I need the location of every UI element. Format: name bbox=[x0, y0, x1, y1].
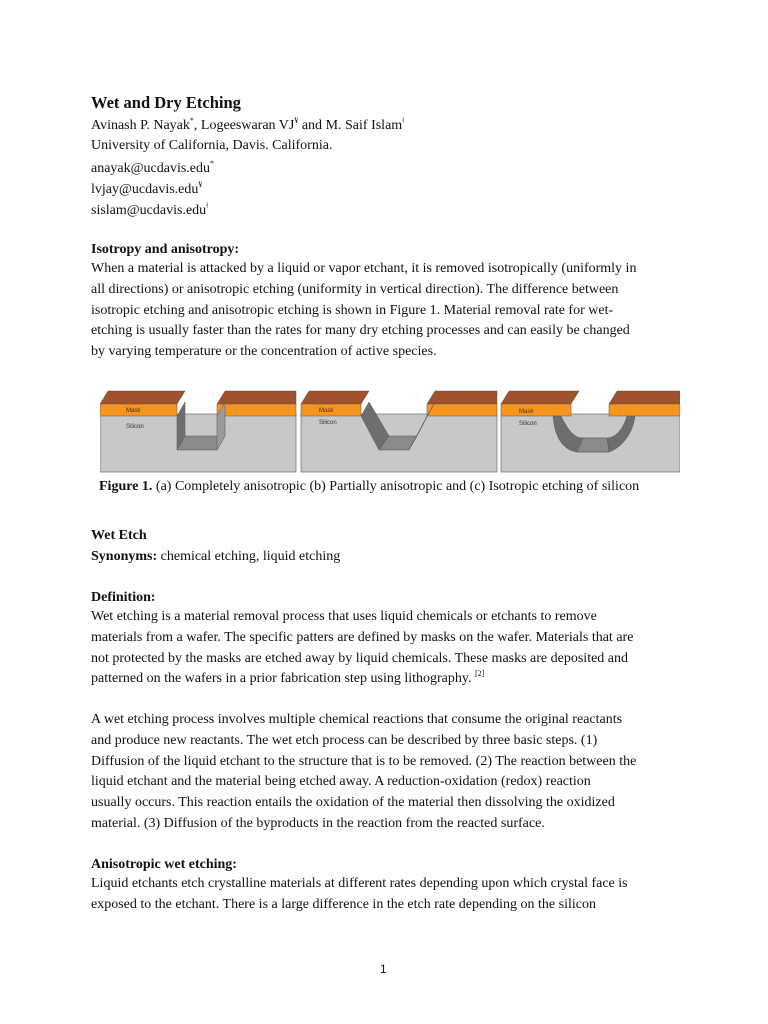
mask-layer bbox=[217, 404, 296, 416]
author-mark: * bbox=[189, 116, 194, 125]
silicon-label: Silicon bbox=[126, 424, 144, 430]
text-line: isotropic etching and anisotropic etching is shown in Figure 1. Material removal rate for wet- bbox=[91, 302, 614, 318]
author-separator: and bbox=[298, 118, 326, 133]
mask-label: Mask bbox=[519, 409, 534, 415]
text-line: exposed to the etchant. There is a large difference in the etch rate depending on the silicon bbox=[91, 896, 596, 912]
author-name: Logeeswaran VJ bbox=[200, 118, 295, 133]
text-line: When a material is attacked by a liquid or vapor etchant, it is removed isotropically (uniformly in bbox=[91, 261, 637, 276]
silicon-label: Silicon bbox=[519, 421, 537, 427]
mask-layer bbox=[427, 404, 497, 416]
text-line: liquid etchant and the material being etched away. A reduction-oxidation (redox) reaction bbox=[91, 774, 591, 790]
affiliation: University of California, Davis. California. bbox=[91, 138, 333, 153]
text-line: materials from a wafer. The specific patters are defined by masks on the wafer. Materials that are bbox=[91, 629, 634, 645]
paragraph-anisotropic bbox=[91, 874, 683, 916]
author-name: Avinash P. Nayak bbox=[91, 118, 190, 133]
email-address[interactable]: anayak@ucdavis.edu bbox=[91, 161, 211, 176]
heading-text: Wet Etch bbox=[91, 528, 147, 543]
email-mark: ǂ bbox=[206, 201, 209, 210]
section-heading-isotropy: Isotropy and anisotropy: bbox=[91, 242, 240, 257]
synonyms-line bbox=[91, 550, 340, 564]
mask-top bbox=[217, 391, 296, 404]
text-line: not protected by the masks are etched away by liquid chemicals. These masks are deposited and bbox=[91, 650, 629, 666]
text-line: etching is usually faster than the rates for many dry etching processes and can easily be changed bbox=[91, 323, 630, 339]
text-line: Diffusion of the liquid etchant to the structure that is to be removed. (2) The reaction between the bbox=[91, 753, 637, 769]
mask-label: Mask bbox=[319, 408, 334, 414]
reference-mark[interactable]: [2] bbox=[474, 669, 485, 679]
figure-caption bbox=[99, 479, 639, 495]
mask-top bbox=[427, 391, 497, 404]
caption-text: (a) Completely anisotropic (b) Partially anisotropic and (c) Isotropic etching of silicon bbox=[152, 479, 640, 494]
panel-partially-anisotropic bbox=[301, 391, 497, 472]
mask-layer bbox=[501, 404, 571, 416]
author-mark: ¥ bbox=[294, 116, 299, 125]
etching-diagram bbox=[100, 388, 680, 476]
text-line: Wet etching is a material removal process that uses liquid chemicals or etchants to remove bbox=[91, 609, 597, 624]
silicon-label: Silicon bbox=[319, 420, 337, 426]
text-line: and produce new reactants. The wet etch process can be described by three basic steps. (1) bbox=[91, 732, 598, 748]
caption-label: Figure 1. bbox=[99, 479, 153, 494]
mask-top bbox=[100, 391, 185, 404]
author-separator: , bbox=[193, 118, 201, 133]
text-line: material. (3) Diffusion of the byproducts in the reaction from the reacted surface. bbox=[91, 815, 545, 831]
email-mark: * bbox=[210, 159, 215, 168]
email-address[interactable]: lvjay@ucdavis.edu bbox=[91, 182, 199, 197]
author-line bbox=[91, 117, 404, 133]
author-name: M. Saif Islam bbox=[325, 118, 403, 133]
figure-etching-profiles bbox=[100, 388, 680, 476]
panel-isotropic bbox=[501, 391, 680, 472]
panel-anisotropic bbox=[100, 391, 296, 472]
synonyms-text: chemical etching, liquid etching bbox=[157, 549, 341, 564]
paragraph-definition bbox=[91, 607, 683, 690]
text-line: all directions) or anisotropic etching (uniformity in vertical direction). The difference between bbox=[91, 281, 619, 297]
mask-layer bbox=[609, 404, 680, 416]
paragraph-process bbox=[91, 710, 683, 835]
section-heading-anisotropic: Anisotropic wet etching: bbox=[91, 857, 237, 872]
email-mark: ¥ bbox=[198, 180, 203, 189]
text-line: A wet etching process involves multiple chemical reactions that consume the original reactants bbox=[91, 712, 623, 727]
email-line[interactable] bbox=[91, 181, 202, 197]
paragraph-isotropy bbox=[91, 259, 683, 363]
author-mark: ǂ bbox=[402, 116, 405, 125]
email-line[interactable] bbox=[91, 160, 214, 176]
mask-top bbox=[501, 391, 579, 404]
email-address[interactable]: sislam@ucdavis.edu bbox=[91, 203, 207, 218]
text-line: by varying temperature or the concentration of active species. bbox=[91, 344, 437, 360]
email-line[interactable] bbox=[91, 202, 208, 218]
mask-top bbox=[609, 391, 680, 404]
text-line: Liquid etchants etch crystalline materials at different rates depending upon which crystal face is bbox=[91, 876, 628, 891]
mask-top bbox=[301, 391, 369, 404]
text-line bbox=[91, 669, 683, 690]
section-heading-definition: Definition: bbox=[91, 590, 156, 605]
paper-title: Wet and Dry Etching bbox=[91, 93, 241, 112]
section-heading-wet-etch bbox=[91, 529, 147, 543]
mask-label: Mask bbox=[126, 408, 141, 414]
text-line: usually occurs. This reaction entails the oxidation of the material then dissolving the oxidized bbox=[91, 795, 615, 811]
text-line-content: patterned on the wafers in a prior fabrication step using lithography. bbox=[91, 671, 475, 687]
synonyms-label: Synonyms: bbox=[91, 549, 158, 564]
page-number: 1 bbox=[380, 962, 387, 976]
